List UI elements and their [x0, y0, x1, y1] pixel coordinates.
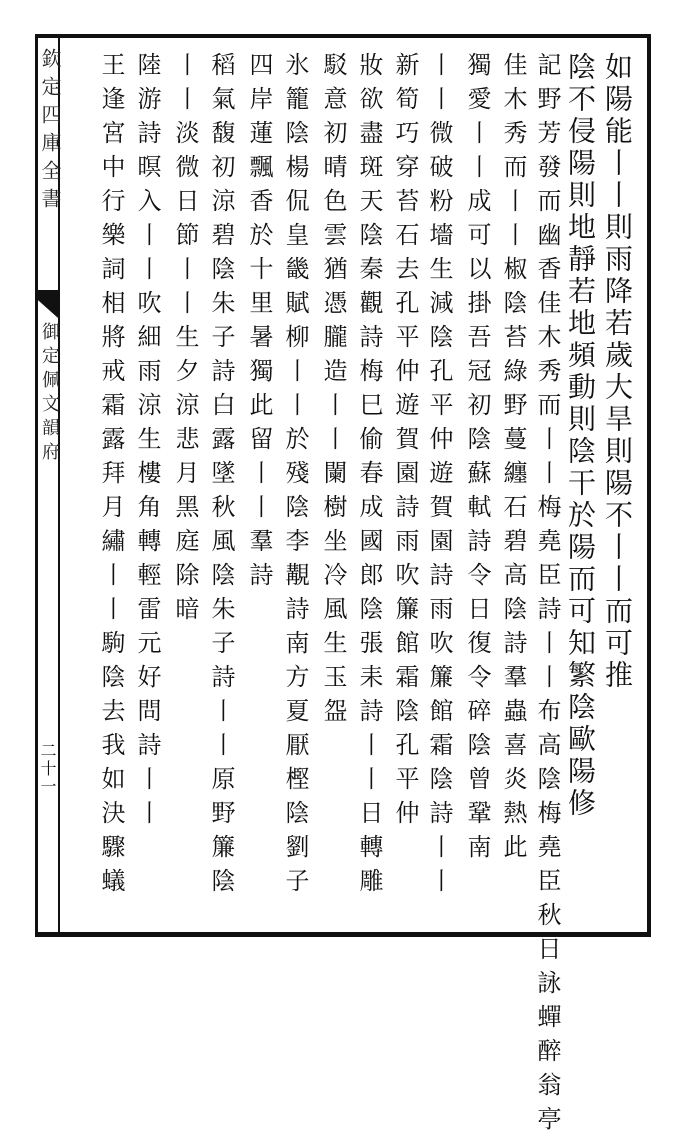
fishtail-mark [36, 290, 58, 318]
text-column: 氷籠陰楊侃皇畿賦柳丨丨於殘陰李覯詩南方夏厭樫陰劉子 [281, 52, 309, 902]
text-column: 獨愛丨丨成可以掛吾冠初陰蘇軾詩令日復令碎陰曾鞏南 [463, 52, 491, 868]
text-column: 四岸蓮飄香於十里暑獨此留丨丨羣詩 [245, 52, 273, 596]
text-column: 丨丨淡微日節丨丨生夕涼悲月黑庭除暗 [171, 52, 199, 630]
text-column: 陸游詩暝入丨丨吹細雨涼生樓角轉輕雷元好問詩丨丨 [133, 52, 161, 834]
text-column: 如陽能丨丨則雨降若歲大旱則陽不丨丨而可推 [601, 52, 634, 692]
text-column: 稻氣馥初涼碧陰朱子詩白露墜秋風陰朱子詩丨丨原野簾陰 [207, 52, 235, 902]
text-column: 王逢宮中行樂詞相將戒霜露拜月繡丨丨駒陰去我如決驟蟻 [97, 52, 125, 902]
spine-subtitle: 御定佩文韻府 [39, 322, 60, 466]
page-frame-right [647, 34, 651, 937]
text-column: 丨丨微破粉墻生減陰孔平仲遊賀園詩雨吹簾館霜陰詩丨丨 [425, 52, 453, 902]
page-number: 二十一 [38, 742, 57, 796]
text-column: 陰不侵陽則地靜若地頻動則陰干於陽而可知繁陰歐陽修 [564, 52, 597, 820]
text-column: 新筍巧穿苔石去孔平仲遊賀園詩雨吹簾館霜陰孔平仲 [391, 52, 419, 834]
text-column: 記野芳發而幽香佳木秀而丨丨梅堯臣詩丨丨布高陰梅堯臣秋日詠蟬醉翁亭 [533, 52, 561, 1140]
text-column: 妝欲盡斑天陰秦觀詩梅巳偷春成國郎陰張耒詩丨丨日轉雕 [355, 52, 383, 902]
text-column: 佳木秀而丨丨椒陰苔綠野蔓纏石碧高陰詩羣蟲喜炎熱此 [499, 52, 527, 868]
page-frame-top [35, 34, 650, 38]
spine-title: 欽定四庫全書 [38, 48, 62, 216]
text-column: 駁意初晴色雲猶憑朧造丨丨闌樹坐冷風生玉盌 [319, 52, 347, 732]
